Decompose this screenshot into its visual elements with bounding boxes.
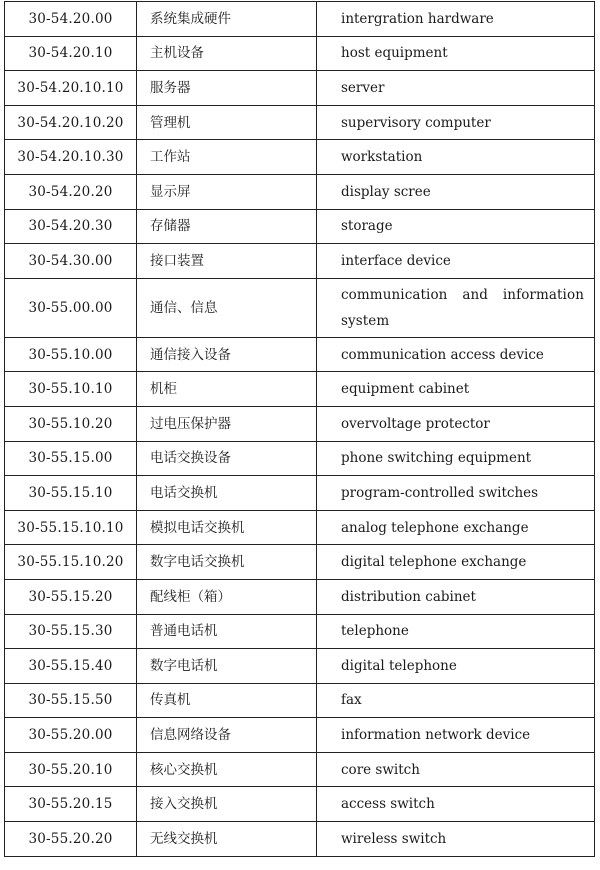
chinese-term-cell: 系统集成硬件 (137, 2, 317, 37)
table-row (5, 36, 595, 71)
chinese-term-cell: 电话交换设备 (137, 441, 317, 476)
english-term-cell: digital telephone exchange (317, 545, 595, 580)
table-row (5, 244, 595, 279)
english-term-cell: storage (317, 209, 595, 244)
table-row (5, 140, 595, 175)
chinese-term-cell: 数字电话机 (137, 649, 317, 684)
english-term-cell: interface device (317, 244, 595, 279)
code-cell: 30-55.15.10 (5, 476, 137, 511)
table-row (5, 718, 595, 753)
english-term-cell: host equipment (317, 36, 595, 71)
table-row (5, 441, 595, 476)
english-term-cell: intergration hardware (317, 2, 595, 37)
english-term-cell: distribution cabinet (317, 579, 595, 614)
table-row (5, 105, 595, 140)
english-term-cell: workstation (317, 140, 595, 175)
table-row (5, 822, 595, 857)
english-term-cell: telephone (317, 614, 595, 649)
table-row (5, 752, 595, 787)
code-cell: 30-55.00.00 (5, 278, 137, 337)
code-cell: 30-54.20.10.10 (5, 71, 137, 106)
code-cell: 30-54.20.10.30 (5, 140, 137, 175)
table-row (5, 337, 595, 372)
chinese-term-cell: 无线交换机 (137, 822, 317, 857)
english-term-cell: core switch (317, 752, 595, 787)
chinese-term-cell: 主机设备 (137, 36, 317, 71)
table-row (5, 372, 595, 407)
code-cell: 30-54.20.00 (5, 2, 137, 37)
table-row (5, 209, 595, 244)
code-cell: 30-55.15.20 (5, 579, 137, 614)
english-term-cell: digital telephone (317, 649, 595, 684)
table-row (5, 406, 595, 441)
code-cell: 30-55.20.10 (5, 752, 137, 787)
table-body (5, 2, 595, 857)
code-cell: 30-54.20.20 (5, 174, 137, 209)
english-term-cell: fax (317, 683, 595, 718)
code-cell: 30-55.20.20 (5, 822, 137, 857)
chinese-term-cell: 电话交换机 (137, 476, 317, 511)
chinese-term-cell: 过电压保护器 (137, 406, 317, 441)
code-cell: 30-55.20.00 (5, 718, 137, 753)
table-row (5, 579, 595, 614)
chinese-term-cell: 接口装置 (137, 244, 317, 279)
chinese-term-cell: 普通电话机 (137, 614, 317, 649)
table-row (5, 510, 595, 545)
chinese-term-cell: 通信、信息 (137, 278, 317, 337)
english-term-cell: equipment cabinet (317, 372, 595, 407)
code-cell: 30-55.15.30 (5, 614, 137, 649)
chinese-term-cell: 存储器 (137, 209, 317, 244)
table-row (5, 683, 595, 718)
chinese-term-cell: 接入交换机 (137, 787, 317, 822)
code-cell: 30-55.10.00 (5, 337, 137, 372)
table-row (5, 545, 595, 580)
classification-code-table (4, 1, 595, 857)
english-term-cell: server (317, 71, 595, 106)
code-cell: 30-55.10.20 (5, 406, 137, 441)
english-term-cell: supervisory computer (317, 105, 595, 140)
chinese-term-cell: 通信接入设备 (137, 337, 317, 372)
chinese-term-cell: 核心交换机 (137, 752, 317, 787)
english-term-cell: wireless switch (317, 822, 595, 857)
english-term-cell: communication and information system (317, 278, 595, 337)
english-term-cell: information network device (317, 718, 595, 753)
chinese-term-cell: 服务器 (137, 71, 317, 106)
code-cell: 30-55.15.00 (5, 441, 137, 476)
chinese-term-cell: 工作站 (137, 140, 317, 175)
chinese-term-cell: 信息网络设备 (137, 718, 317, 753)
table-row (5, 278, 595, 337)
table-row (5, 476, 595, 511)
code-cell: 30-54.30.00 (5, 244, 137, 279)
english-term-cell: overvoltage protector (317, 406, 595, 441)
chinese-term-cell: 模拟电话交换机 (137, 510, 317, 545)
chinese-term-cell: 机柜 (137, 372, 317, 407)
code-cell: 30-54.20.10.20 (5, 105, 137, 140)
code-cell: 30-55.15.50 (5, 683, 137, 718)
table-row (5, 174, 595, 209)
code-cell: 30-55.15.10.20 (5, 545, 137, 580)
english-term-cell: access switch (317, 787, 595, 822)
chinese-term-cell: 传真机 (137, 683, 317, 718)
chinese-term-cell: 数字电话交换机 (137, 545, 317, 580)
english-term-cell: analog telephone exchange (317, 510, 595, 545)
table-row (5, 2, 595, 37)
code-cell: 30-55.20.15 (5, 787, 137, 822)
code-cell: 30-55.10.10 (5, 372, 137, 407)
english-term-cell: communication access device (317, 337, 595, 372)
english-term-cell: program-controlled switches (317, 476, 595, 511)
code-cell: 30-55.15.10.10 (5, 510, 137, 545)
table-row (5, 649, 595, 684)
code-cell: 30-54.20.10 (5, 36, 137, 71)
table-row (5, 787, 595, 822)
chinese-term-cell: 显示屏 (137, 174, 317, 209)
english-term-cell: phone switching equipment (317, 441, 595, 476)
table-row (5, 71, 595, 106)
english-term-cell: display scree (317, 174, 595, 209)
code-cell: 30-55.15.40 (5, 649, 137, 684)
table-row (5, 614, 595, 649)
chinese-term-cell: 管理机 (137, 105, 317, 140)
code-cell: 30-54.20.30 (5, 209, 137, 244)
chinese-term-cell: 配线柜（箱） (137, 579, 317, 614)
